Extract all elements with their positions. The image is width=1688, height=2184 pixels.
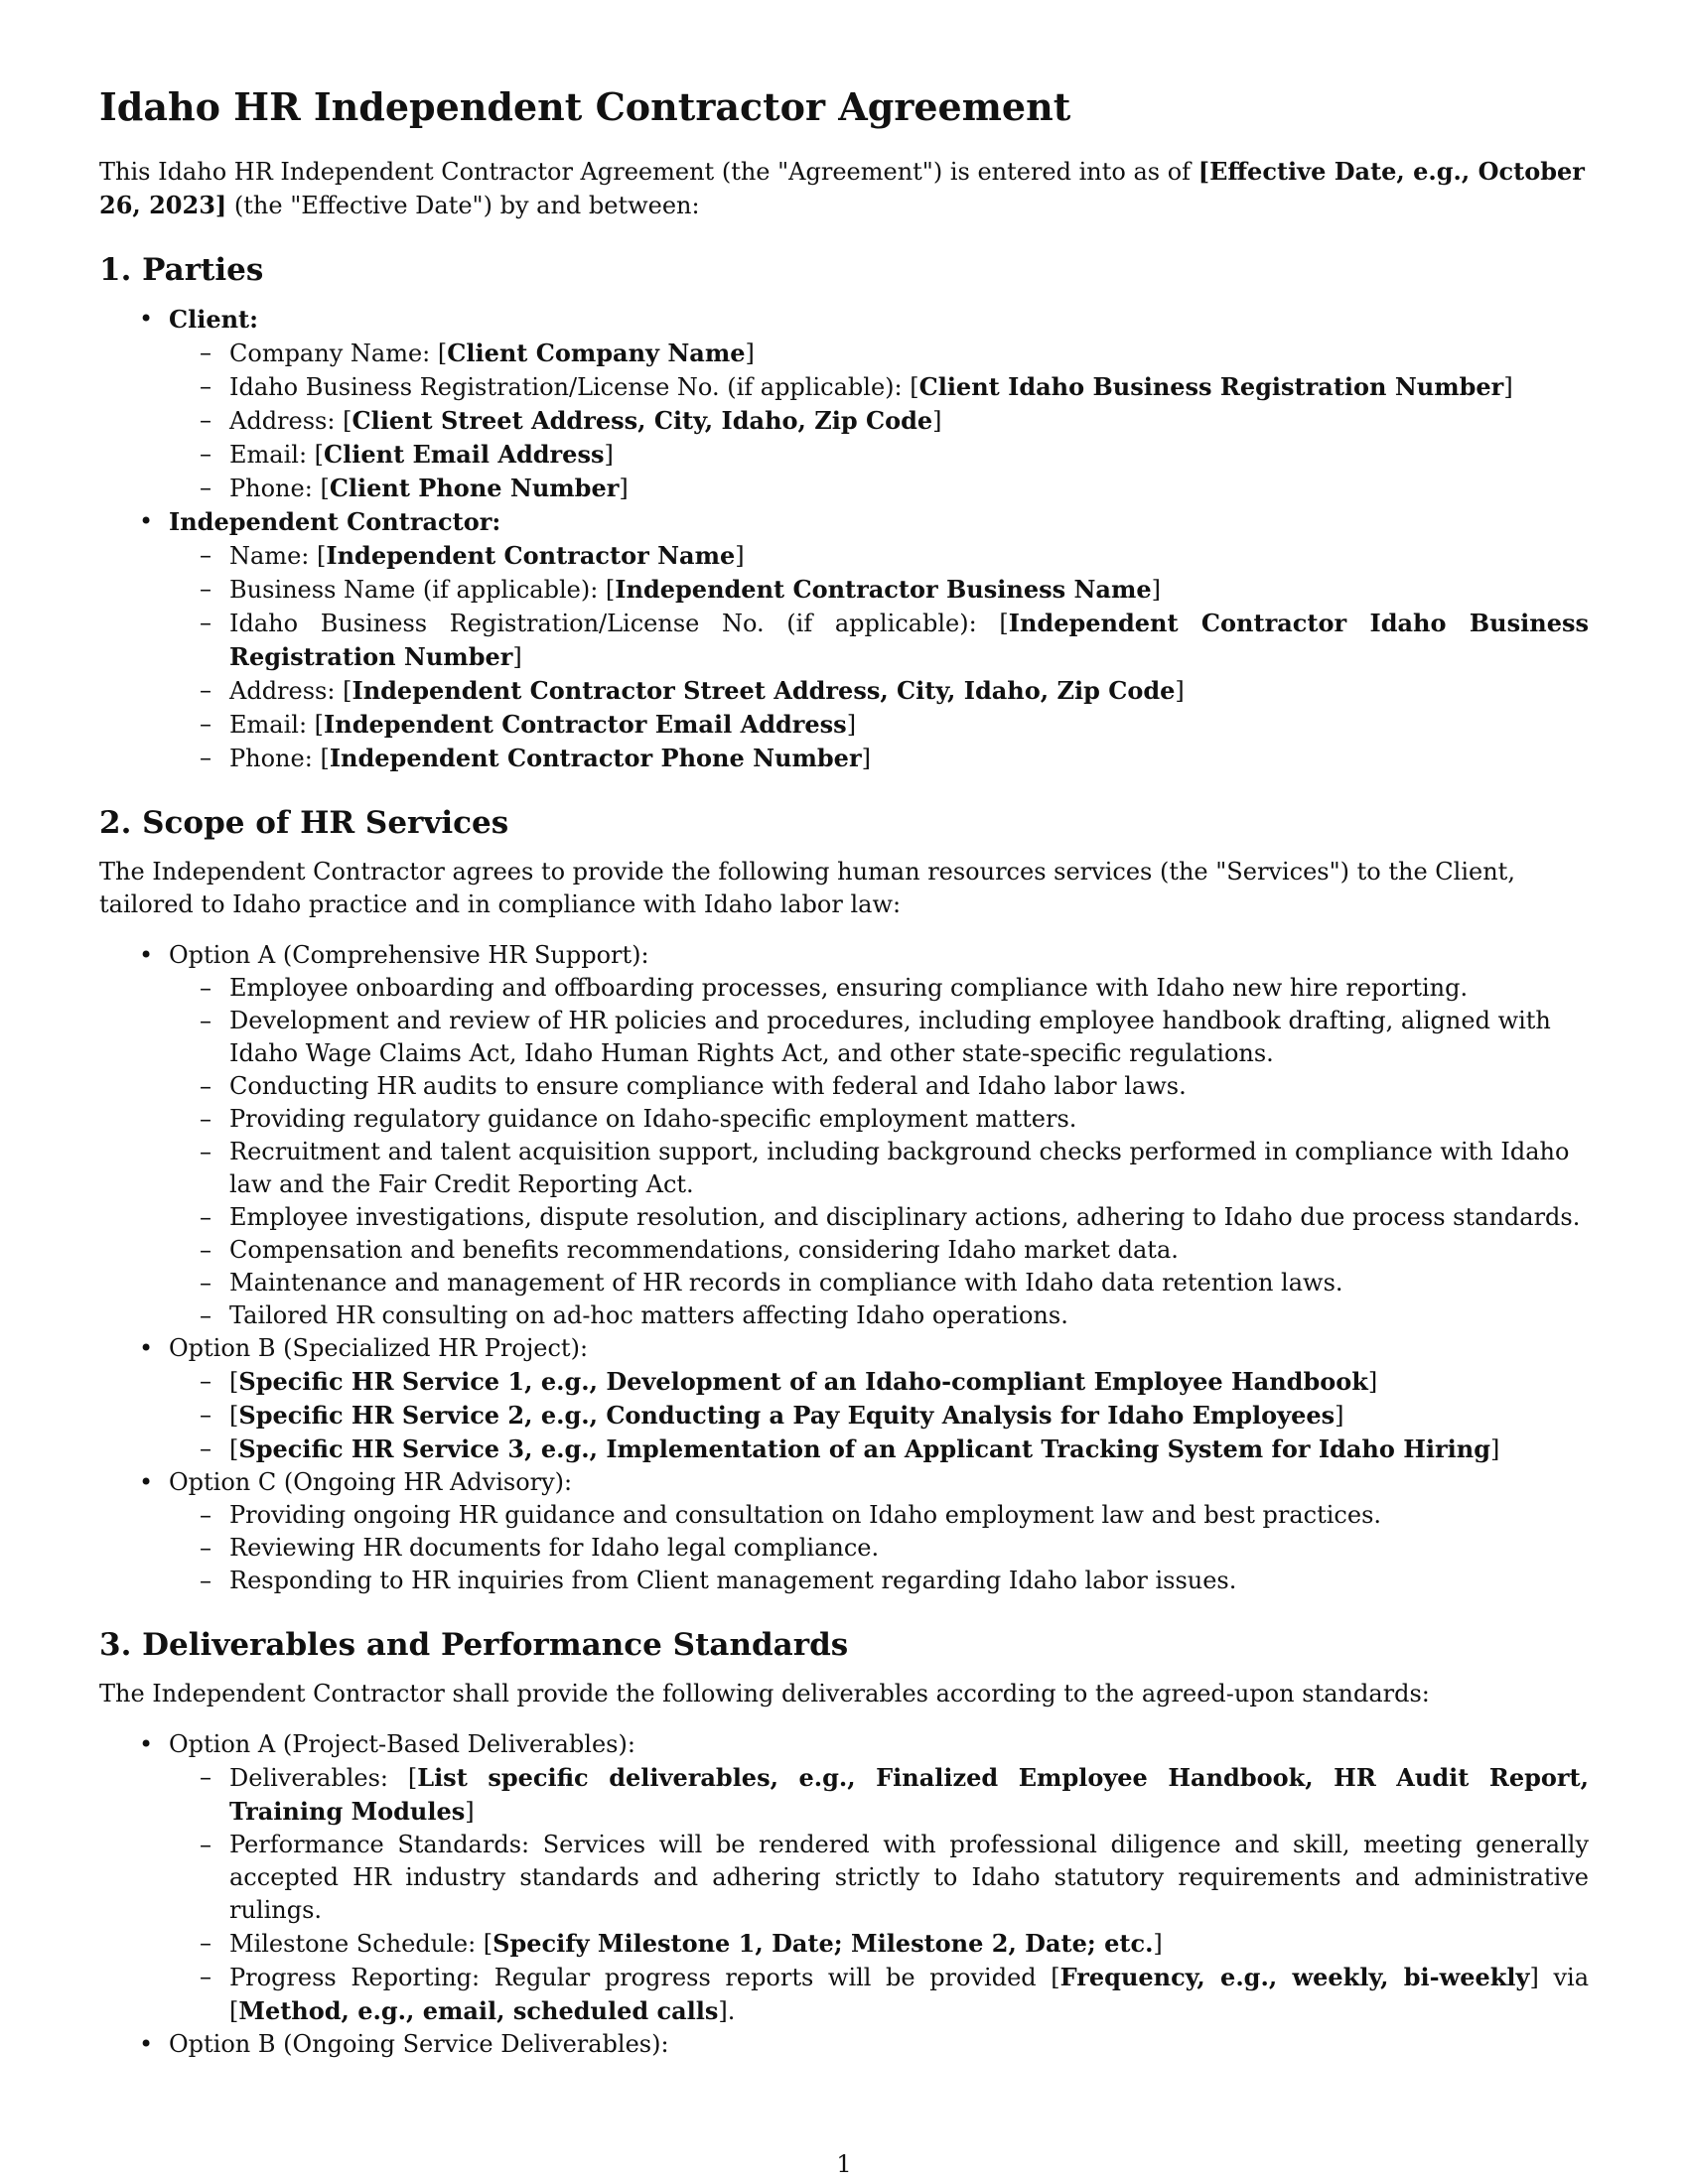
field-placeholder: Independent Contractor Name [326,540,736,570]
list-item: – Idaho Business Registration/License No. (if applicable): [Independent Contractor Idaho Business Registration Number] [200,608,1589,671]
dash-icon: – [200,608,211,636]
list-item [99,505,1589,775]
dash-icon: – [200,1401,211,1430]
field-placeholder: Independent Contractor Business Name [615,574,1152,604]
field-label: Phone: [229,474,321,502]
bullet-icon: • [139,304,154,333]
list-item [169,1267,1589,1299]
field-placeholder: Client Company Name [447,338,746,367]
intro-text-end: (the "Effective Date") by and between: [226,191,700,219]
item-text: Recruitment and talent acquisition support, including background checks performed in compliance with Idaho law and the Fair Credit Reporting Act. [229,1138,1570,1199]
field-placeholder: Independent Contractor Idaho Business Registration Number [229,608,1589,671]
list-item [99,303,1589,505]
item-text: Employee investigations, dispute resolution, and disciplinary actions, adhering to Idaho due process standards. [229,1203,1581,1232]
dash-icon: – [200,574,211,603]
list-item [99,1728,1589,2028]
bullet-icon: • [139,1468,154,1497]
list-item [169,1136,1589,1201]
service-placeholder: Specific HR Service 2, e.g., Conducting a Pay Equity Analysis for Idaho Employees [238,1401,1336,1431]
document-page [99,85,1589,2061]
dash-icon: – [200,1301,211,1330]
milestone-placeholder: Specify Milestone 1, Date; Milestone 2, Date; etc. [492,1929,1154,1959]
list-item [169,1532,1589,1565]
dash-icon: – [200,1831,211,1859]
bullet-icon: • [139,506,154,535]
dash-icon: – [200,1367,211,1396]
dash-icon: – [200,709,211,738]
list-item: – Milestone Schedule: [Specify Milestone 1, Date; Milestone 2, Date; etc.] [200,1929,1163,1959]
service-placeholder: Specific HR Service 1, e.g., Development of an Idaho-compliant Employee Handbook [238,1367,1368,1397]
list-item [169,1201,1589,1234]
item-text: via [1538,1964,1590,1992]
item-text: Performance Standards: Services will be rendered with professional diligence and skill, meeting generally accepted HR industry standards and adhering strictly to Idaho statutory requirements and administrative rulings. [229,1831,1589,1925]
option-a-label: Option A (Comprehensive HR Support): [169,941,649,970]
bullet-icon: • [139,1334,154,1363]
list-item [169,1234,1589,1267]
service-placeholder: Specific HR Service 3, e.g., Implementation of an Applicant Tracking System for Idaho Hiring [238,1434,1491,1464]
field-placeholder: Client Street Address, City, Idaho, Zip Code [352,405,933,435]
client-fields [169,337,1589,505]
list-item: – [Specific HR Service 3, e.g., Implementation of an Applicant Tracking System for Idaho Hiring] [200,1434,1500,1464]
dash-icon: – [200,439,211,468]
bracket: [ [1197,156,1210,186]
list-item [169,1499,1589,1532]
item-text: Employee onboarding and offboarding processes, ensuring compliance with Idaho new hire reporting. [229,974,1469,1003]
field-label: Deliverables: [229,1764,408,1793]
dash-icon: – [200,743,211,771]
option-c-items [169,1499,1589,1597]
field-label: Idaho Business Registration/License No. (if applicable): [229,372,911,401]
dash-icon: – [200,1269,211,1297]
dash-icon: – [200,338,211,366]
section-heading-scope: 2. Scope of HR Services [99,804,509,841]
dash-icon: – [200,1567,211,1595]
field-placeholder: Client Idaho Business Registration Number [918,371,1504,401]
scope-options-list [99,939,1589,1597]
field-placeholder: Client Phone Number [329,473,620,502]
page-number: 1 [836,2150,852,2178]
dash-icon: – [200,1105,211,1134]
intro-paragraph [99,155,1589,222]
deliverables-option-a-label: Option A (Project-Based Deliverables): [169,1730,635,1759]
dash-icon: – [200,675,211,704]
option-c-label: Option C (Ongoing HR Advisory): [169,1468,573,1497]
list-item: – Address: [Client Street Address, City, Idaho, Zip Code] [200,405,942,435]
method-placeholder: Method, e.g., email, scheduled calls [238,1996,719,2026]
item-text: Providing regulatory guidance on Idaho-specific employment matters. [229,1105,1077,1134]
dash-icon: – [200,1929,211,1958]
item-text: Responding to HR inquiries from Client management regarding Idaho labor issues. [229,1567,1237,1595]
list-item: – Idaho Business Registration/License No. (if applicable): [Client Idaho Business Registration Number] [200,371,1513,401]
list-item [169,1829,1589,1927]
list-item: – Email: [Client Email Address] [200,439,614,469]
list-item: – Phone: [Independent Contractor Phone Number] [200,743,871,772]
frequency-placeholder: Frequency, e.g., weekly, bi-weekly [1059,1963,1530,1992]
list-item: – Name: [Independent Contractor Name] [200,540,745,570]
field-label: Idaho Business Registration/License No. (if applicable): [229,609,1000,637]
item-text: Reviewing HR documents for Idaho legal compliance. [229,1534,880,1563]
field-placeholder: Independent Contractor Street Address, City, Idaho, Zip Code [352,675,1176,705]
list-item [99,939,1589,1332]
field-label: Company Name: [229,339,438,367]
item-text: Compensation and benefits recommendations, considering Idaho market data. [229,1236,1179,1265]
list-item: – Address: [Independent Contractor Street Address, City, Idaho, Zip Code] [200,675,1185,705]
dash-icon: – [200,1501,211,1530]
deliverables-options-list [99,1728,1589,2061]
field-placeholder: Independent Contractor Phone Number [329,743,862,772]
field-label: Business Name (if applicable): [229,575,606,604]
list-item: – Deliverables: [List specific deliverables, e.g., Finalized Employee Handbook, HR Audit Report, Training Modules] [200,1763,1589,1827]
dash-icon: – [200,405,211,434]
bullet-icon: • [139,1730,154,1759]
document-title: Idaho HR Independent Contractor Agreement [99,84,1071,129]
dash-icon: – [200,1763,211,1792]
item-text: . [727,1997,736,2026]
contractor-fields [169,539,1589,775]
dash-icon: – [200,1072,211,1101]
bracket: ] [214,190,227,219]
field-label: Progress Reporting: Regular progress reports will be provided [229,1964,1052,1992]
field-label: Phone: [229,744,321,772]
list-item [169,1565,1589,1597]
field-label: Address: [229,676,344,705]
dash-icon: – [200,1203,211,1232]
list-item: – Company Name: [Client Company Name] [200,338,755,367]
section-heading-deliverables: 3. Deliverables and Performance Standards [99,1627,849,1664]
field-placeholder: Client Email Address [324,439,605,469]
intro-text: This Idaho HR Independent Contractor Agreement (the "Agreement") is entered into as of [99,157,1198,186]
contractor-label: Independent Contractor: [169,506,501,536]
dash-icon: – [200,1534,211,1563]
effective-date-placeholder: Effective Date, e.g., October 26, 2023 [99,156,1585,219]
item-text: Maintenance and management of HR records in compliance with Idaho data retention laws. [229,1269,1343,1297]
option-b-label: Option B (Specialized HR Project): [169,1334,589,1363]
item-text: Providing ongoing HR guidance and consultation on Idaho employment law and best practices. [229,1501,1382,1530]
dash-icon: – [200,371,211,400]
client-label: Client: [169,304,258,334]
section-heading-parties: 1. Parties [99,251,264,288]
field-label: Milestone Schedule: [229,1930,484,1959]
item-text: Conducting HR audits to ensure compliance with federal and Idaho labor laws. [229,1072,1187,1101]
option-a-items [169,972,1589,1332]
list-item: – Phone: [Client Phone Number] [200,473,629,502]
item-text: Development and review of HR policies and procedures, including employee handbook drafting, aligned with Idaho Wage Claims Act, Idaho Human Rights Act, and other state-specific regulations. [229,1007,1551,1068]
list-item [99,1466,1589,1597]
list-item: – [Specific HR Service 2, e.g., Conducting a Pay Equity Analysis for Idaho Employees] [200,1401,1344,1431]
list-item [169,1299,1589,1332]
dash-icon: – [200,1434,211,1463]
field-placeholder: Independent Contractor Email Address [324,709,847,739]
list-item: – Email: [Independent Contractor Email Address] [200,709,857,739]
list-item [169,1070,1589,1103]
field-label: Email: [229,710,315,739]
dash-icon: – [200,473,211,501]
field-label: Name: [229,541,317,570]
dash-icon: – [200,1007,211,1035]
dash-icon: – [200,1138,211,1166]
list-item: – Business Name (if applicable): [Independent Contractor Business Name] [200,574,1161,604]
list-item [99,1332,1589,1466]
dash-icon: – [200,974,211,1003]
item-text: Tailored HR consulting on ad-hoc matters affecting Idaho operations. [229,1301,1068,1330]
list-item [169,972,1589,1005]
parties-list [99,303,1589,775]
dash-icon: – [200,1963,211,1991]
deliverables-option-b-label: Option B (Ongoing Service Deliverables): [169,2030,669,2059]
deliverables-placeholder: List specific deliverables, e.g., Finalized Employee Handbook, HR Audit Report, Training Modules [229,1763,1589,1827]
list-item: – Progress Reporting: Regular progress reports will be provided [Frequency, e.g., weekly, bi-weekly] via [Method, e.g., email, scheduled calls]. [200,1963,1590,2026]
list-item: – [Specific HR Service 1, e.g., Development of an Idaho-compliant Employee Handbook] [200,1367,1378,1397]
bullet-icon: • [139,941,154,970]
dash-icon: – [200,540,211,569]
scope-intro: The Independent Contractor agrees to provide the following human resources services (the "Services") to the Client, tailored to Idaho practice and in compliance with Idaho labor law: [99,858,1515,919]
list-item [169,1005,1589,1070]
deliverables-option-a-items [169,1761,1589,2028]
field-label: Address: [229,406,344,435]
deliverables-intro: The Independent Contractor shall provide the following deliverables according to the agreed-upon standards: [99,1680,1430,1708]
list-item [99,2028,1589,2061]
field-label: Email: [229,440,315,469]
option-b-items [169,1365,1589,1466]
dash-icon: – [200,1236,211,1265]
bullet-icon: • [139,2030,154,2059]
list-item [169,1103,1589,1136]
